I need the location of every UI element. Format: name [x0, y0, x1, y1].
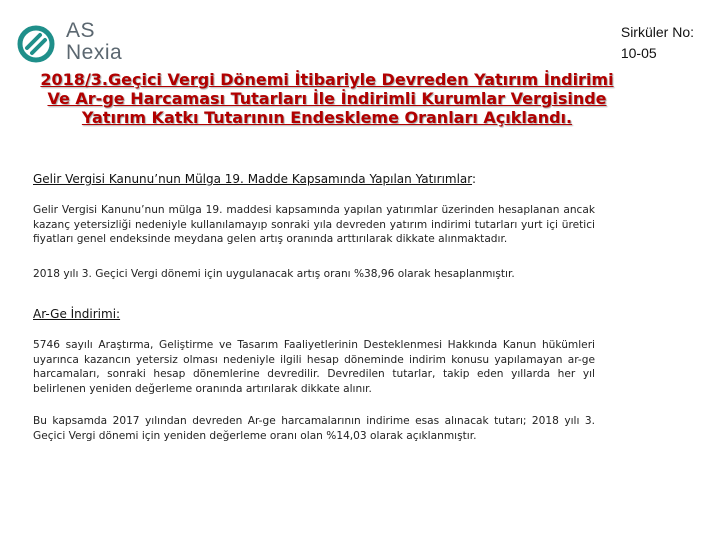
page-title: 2018/3.Geçici Vergi Dönemi İtibariyle Devreden Yatırım İndirimi Ve Ar-ge Harcaması Tutarları İle İndirimli Kurumlar Vergisinde Yatırım Katkı Tutarının Endeskleme Oranları Açıklandı.: [40, 70, 614, 127]
arge-rate-paragraph: Bu kapsamda 2017 yılından devreden Ar-ge harcamalarının indirime esas alınacak tutarı; 2018 yılı 3. Geçici Vergi dönemi için yeniden değerleme oranı olan %14,03 olarak açıklanmıştır.: [33, 415, 595, 442]
document-body: [33, 172, 595, 443]
section-heading-arge: [33, 307, 595, 322]
as-nexia-logo-icon: [16, 24, 56, 64]
section-heading-investments: [33, 172, 595, 187]
circular-label: Sirküler No:: [620, 24, 694, 40]
section-heading-investments-text: Gelir Vergisi Kanunu’nun Mülga 19. Madde Kapsamında Yapılan Yatırımlar: [33, 172, 473, 186]
logo-text-nexia: Nexia: [66, 41, 123, 64]
logo-text-as: AS: [66, 19, 96, 42]
company-logo: [16, 20, 156, 70]
section-heading-colon: :: [472, 172, 477, 186]
logo-wordmark: [66, 20, 122, 64]
circular-info: [621, 22, 694, 64]
circular-number: 10-05: [620, 45, 657, 61]
section-heading-arge-text: Ar-Ge İndirimi:: [33, 307, 121, 321]
investments-paragraph: Gelir Vergisi Kanunu’nun mülga 19. maddesi kapsamında yapılan yatırımlar üzerinden hesaplanan ancak kazanç yetersizliği nedeniyle kullanılamayıp sonraki yıla devreden yatırım indirimi tutarları yurt içi üretici fiyatları genel endeksinde meydana gelen artış oranında arttırılarak dikkate alınmaktadır.: [33, 204, 595, 245]
arge-paragraph: 5746 sayılı Araştırma, Geliştirme ve Tasarım Faaliyetlerinin Desteklenmesi Hakkında Kanun hükümleri uyarınca kazancın yetersiz olması nedeniyle ilgili hesap döneminde indirim konusu yapılamayan ar-ge harcamaları, sonraki hesap dönemlerine devredilir. Devredilen tutarlar, takip eden yıllarda her yıl belirlenen yeniden değerleme oranında artırılarak dikkate alınır.: [33, 339, 595, 395]
investments-rate-paragraph: 2018 yılı 3. Geçici Vergi dönemi için uygulanacak artış oranı %38,96 olarak hesaplanmıştır.: [33, 267, 515, 280]
